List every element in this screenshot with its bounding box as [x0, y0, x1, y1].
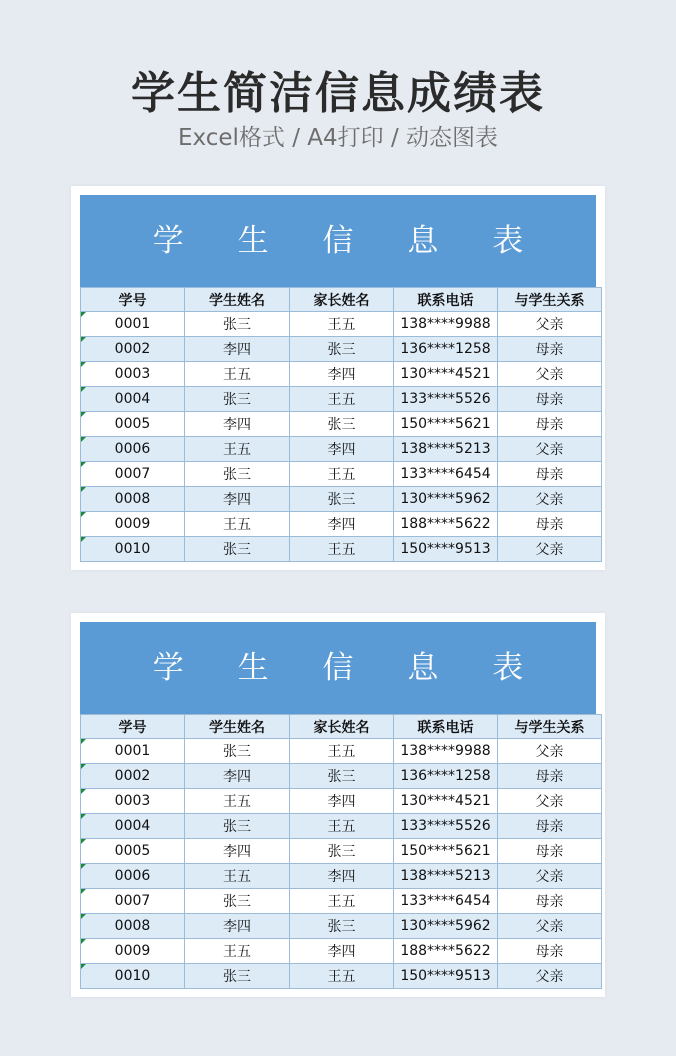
table-cell[interactable]: 0005: [81, 839, 185, 864]
table-cell[interactable]: 0009: [81, 939, 185, 964]
column-header[interactable]: 家长姓名: [290, 715, 394, 739]
table-cell[interactable]: 0008: [81, 914, 185, 939]
column-header[interactable]: 与学生关系: [498, 288, 602, 312]
table-cell[interactable]: 王五: [290, 889, 394, 914]
table-row: [81, 387, 602, 412]
table-cell[interactable]: 138****9988: [394, 312, 498, 337]
table-row: [81, 512, 602, 537]
table-cell[interactable]: 0006: [81, 437, 185, 462]
table-cell[interactable]: 张三: [290, 839, 394, 864]
table-row: [81, 964, 602, 989]
table-cell[interactable]: 张三: [185, 537, 290, 562]
table-cell[interactable]: 133****6454: [394, 462, 498, 487]
table-row: [81, 437, 602, 462]
table-cell[interactable]: 130****5962: [394, 914, 498, 939]
table-body: [81, 739, 602, 989]
table-cell[interactable]: 王五: [290, 312, 394, 337]
sheet-1: [80, 195, 596, 562]
table-cell[interactable]: 0007: [81, 462, 185, 487]
table-cell[interactable]: 130****4521: [394, 789, 498, 814]
table-cell[interactable]: 李四: [290, 789, 394, 814]
table-cell[interactable]: 0001: [81, 312, 185, 337]
sheet-card-2: [71, 613, 605, 997]
table-row: [81, 487, 602, 512]
table-cell[interactable]: 父亲: [498, 537, 602, 562]
table-row: [81, 312, 602, 337]
table-row: [81, 537, 602, 562]
table-cell[interactable]: 张三: [185, 964, 290, 989]
table-cell[interactable]: 母亲: [498, 889, 602, 914]
table-cell[interactable]: 父亲: [498, 487, 602, 512]
table-cell[interactable]: 王五: [185, 362, 290, 387]
table-cell[interactable]: 父亲: [498, 437, 602, 462]
header-row: [81, 288, 602, 312]
table-cell[interactable]: 张三: [185, 739, 290, 764]
column-header[interactable]: 联系电话: [394, 288, 498, 312]
table-row: [81, 337, 602, 362]
table-row: [81, 864, 602, 889]
table-cell[interactable]: 王五: [290, 814, 394, 839]
column-header[interactable]: 学号: [81, 715, 185, 739]
table-cell[interactable]: 父亲: [498, 362, 602, 387]
table-cell[interactable]: 母亲: [498, 764, 602, 789]
sheet-2: [80, 622, 596, 989]
table-cell[interactable]: 王五: [185, 864, 290, 889]
table-cell[interactable]: 张三: [290, 337, 394, 362]
student-table: [80, 714, 602, 989]
table-cell[interactable]: 133****5526: [394, 387, 498, 412]
column-header[interactable]: 联系电话: [394, 715, 498, 739]
table-cell[interactable]: 父亲: [498, 739, 602, 764]
table-cell[interactable]: 李四: [185, 764, 290, 789]
table-cell[interactable]: 133****5526: [394, 814, 498, 839]
table-cell[interactable]: 张三: [185, 889, 290, 914]
table-cell[interactable]: 父亲: [498, 312, 602, 337]
table-cell[interactable]: 母亲: [498, 939, 602, 964]
table-cell[interactable]: 王五: [185, 939, 290, 964]
table-cell[interactable]: 李四: [290, 512, 394, 537]
table-row: [81, 764, 602, 789]
table-cell[interactable]: 王五: [185, 437, 290, 462]
table-cell[interactable]: 李四: [185, 412, 290, 437]
table-cell[interactable]: 0008: [81, 487, 185, 512]
table-cell[interactable]: 父亲: [498, 864, 602, 889]
table-cell[interactable]: 150****9513: [394, 537, 498, 562]
column-header[interactable]: 学生姓名: [185, 715, 290, 739]
table-cell[interactable]: 母亲: [498, 337, 602, 362]
table-cell[interactable]: 0007: [81, 889, 185, 914]
column-header[interactable]: 家长姓名: [290, 288, 394, 312]
table-cell[interactable]: 136****1258: [394, 337, 498, 362]
table-cell[interactable]: 父亲: [498, 789, 602, 814]
student-table: [80, 287, 602, 562]
table-cell[interactable]: 母亲: [498, 412, 602, 437]
table-cell[interactable]: 父亲: [498, 964, 602, 989]
header-row: [81, 715, 602, 739]
table-cell[interactable]: 王五: [290, 387, 394, 412]
table-cell[interactable]: 李四: [185, 839, 290, 864]
table-cell[interactable]: 0001: [81, 739, 185, 764]
table-cell[interactable]: 张三: [290, 914, 394, 939]
table-cell[interactable]: 父亲: [498, 914, 602, 939]
table-row: [81, 939, 602, 964]
table-cell[interactable]: 150****5621: [394, 839, 498, 864]
table-body: [81, 312, 602, 562]
table-cell[interactable]: 138****9988: [394, 739, 498, 764]
table-cell[interactable]: 张三: [290, 487, 394, 512]
table-cell[interactable]: 0010: [81, 537, 185, 562]
table-row: [81, 789, 602, 814]
table-cell[interactable]: 0010: [81, 964, 185, 989]
table-cell[interactable]: 0006: [81, 864, 185, 889]
table-cell[interactable]: 0002: [81, 764, 185, 789]
column-header[interactable]: 学生姓名: [185, 288, 290, 312]
table-cell[interactable]: 0003: [81, 362, 185, 387]
table-cell[interactable]: 0009: [81, 512, 185, 537]
table-cell[interactable]: 李四: [185, 487, 290, 512]
table-cell[interactable]: 150****5621: [394, 412, 498, 437]
table-cell[interactable]: 李四: [290, 939, 394, 964]
table-cell[interactable]: 0004: [81, 387, 185, 412]
table-cell[interactable]: 130****5962: [394, 487, 498, 512]
table-row: [81, 814, 602, 839]
table-cell[interactable]: 130****4521: [394, 362, 498, 387]
table-cell[interactable]: 张三: [290, 412, 394, 437]
table-cell[interactable]: 张三: [185, 312, 290, 337]
table-cell[interactable]: 188****5622: [394, 939, 498, 964]
table-cell[interactable]: 136****1258: [394, 764, 498, 789]
table-cell[interactable]: 0003: [81, 789, 185, 814]
table-cell[interactable]: 王五: [185, 512, 290, 537]
table-row: [81, 462, 602, 487]
table-cell[interactable]: 188****5622: [394, 512, 498, 537]
table-cell[interactable]: 张三: [290, 764, 394, 789]
table-cell[interactable]: 王五: [185, 789, 290, 814]
sheet-card-1: [71, 186, 605, 570]
table-cell[interactable]: 李四: [290, 437, 394, 462]
table-cell[interactable]: 王五: [290, 537, 394, 562]
table-cell[interactable]: 张三: [185, 814, 290, 839]
table-cell[interactable]: 0002: [81, 337, 185, 362]
table-cell[interactable]: 张三: [185, 462, 290, 487]
main-title: 学生简洁信息成绩表: [131, 68, 545, 119]
table-cell[interactable]: 李四: [290, 362, 394, 387]
table-cell[interactable]: 王五: [290, 739, 394, 764]
table-cell[interactable]: 母亲: [498, 462, 602, 487]
table-cell[interactable]: 李四: [185, 914, 290, 939]
table-cell[interactable]: 王五: [290, 462, 394, 487]
table-row: [81, 412, 602, 437]
table-cell[interactable]: 母亲: [498, 387, 602, 412]
table-cell[interactable]: 王五: [290, 964, 394, 989]
table-row: [81, 839, 602, 864]
table-cell[interactable]: 李四: [185, 337, 290, 362]
table-cell[interactable]: 李四: [290, 864, 394, 889]
table-cell[interactable]: 母亲: [498, 512, 602, 537]
table-row: [81, 362, 602, 387]
table-cell[interactable]: 张三: [185, 387, 290, 412]
sub-title: Excel格式 / A4打印 / 动态图表: [177, 125, 499, 151]
table-cell[interactable]: 母亲: [498, 839, 602, 864]
sheet-title: 学 生 信 息 表: [80, 195, 596, 287]
table-cell[interactable]: 138****5213: [394, 864, 498, 889]
table-cell[interactable]: 母亲: [498, 814, 602, 839]
column-header[interactable]: 学号: [81, 288, 185, 312]
sheet-title: 学 生 信 息 表: [80, 622, 596, 714]
table-row: [81, 914, 602, 939]
table-cell[interactable]: 150****9513: [394, 964, 498, 989]
table-cell[interactable]: 133****6454: [394, 889, 498, 914]
table-row: [81, 889, 602, 914]
column-header[interactable]: 与学生关系: [498, 715, 602, 739]
table-cell[interactable]: 0004: [81, 814, 185, 839]
table-row: [81, 739, 602, 764]
table-cell[interactable]: 138****5213: [394, 437, 498, 462]
table-cell[interactable]: 0005: [81, 412, 185, 437]
